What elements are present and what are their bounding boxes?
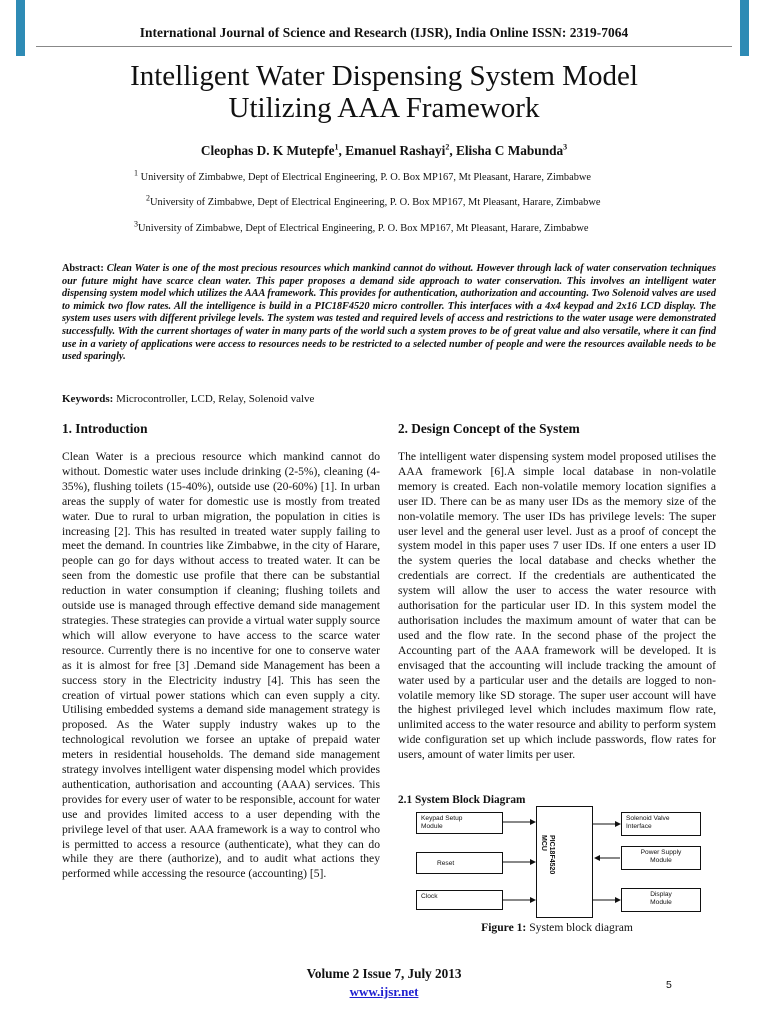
keypad-setup-module-box: Keypad Setup Module (416, 812, 503, 834)
author-affil-sup: 2 (445, 142, 450, 152)
author-name: Emanuel Rashayi (345, 143, 446, 158)
keywords-text: Microcontroller, LCD, Relay, Solenoid valve (116, 393, 315, 405)
figure-label: Figure 1: (481, 921, 527, 934)
section-heading-design-concept: 2. Design Concept of the System (398, 421, 580, 436)
affiliation-text: University of Zimbabwe, Dept of Electrical Engineering, P. O. Box MP167, Mt Pleasant, Harare, Zimbabwe (138, 223, 589, 234)
keywords (62, 393, 314, 405)
paper-title (40, 60, 728, 124)
author-separator: , (338, 143, 346, 158)
author-name: Cleophas D. K Mutepfe (200, 143, 335, 158)
system-block-diagram (408, 804, 708, 922)
affiliation-1 (134, 168, 592, 183)
abstract (62, 263, 716, 364)
subsection-heading-block-diagram: 2.1 System Block Diagram (398, 794, 526, 806)
affiliation-sup: 3 (134, 219, 138, 229)
reset-box: Reset (416, 852, 503, 874)
author-separator: , (449, 143, 456, 158)
solenoid-valve-interface-box: Solenoid Valve Interface (621, 812, 701, 836)
affiliation-sup: 1 (134, 168, 138, 178)
design-concept-body: The intelligent water dispensing system model proposed utilises the AAA framework [6].A simple local database in non-volatile memory is created. Each non-volatile memory location signifies a user ID. There can be as many user IDs as the memory size of the non-volatile memory. The user IDs has privilege levels: The super user level and the general user level. Just as a proof of concept the system model in this paper uses 7 user IDs. If one enters a user ID the system queries the local database and checks whether the credentials are correct. If the credentials are authenticated the system will allow the user to access the water resource with authorisation for the particular user ID. In this system model the authorisation includes the maximum amount of water that can be used and the flow rate. In the second phase of the project the Accounting part of the AAA framework will be developed. It is envisaged that the accounting will include tracking the amount of water used by a particular user and the details are logged to non-volatile memory like SD storage. The super user account will have the highest privileged level which includes maximum flow rate, unlimited access to the water resource and ability to perform system wide configuration set up which include passwords, flow rates for users, amount of water limits per user. (398, 450, 716, 762)
title-line-2: Utilizing AAA Framework (228, 92, 540, 124)
right-margin-bar (740, 0, 749, 56)
affiliation-2 (146, 193, 601, 208)
clock-box: Clock (416, 890, 503, 910)
affiliation-text: University of Zimbabwe, Dept of Electrical Engineering, P. O. Box MP167, Mt Pleasant, Harare, Zimbabwe (150, 197, 601, 208)
author-name: Elisha C Mabunda (455, 143, 564, 158)
author-list (40, 143, 728, 159)
mcu-label: PIC18F4520 MCU (540, 835, 555, 875)
author-affil-sup: 3 (563, 142, 568, 152)
abstract-label: Abstract: (62, 263, 104, 274)
affiliation-sup: 2 (146, 193, 150, 203)
header-divider (36, 46, 732, 47)
affiliation-text: University of Zimbabwe, Dept of Electrical Engineering, P. O. Box MP167, Mt Pleasant, Harare, Zimbabwe (138, 172, 592, 183)
keywords-label: Keywords: (62, 393, 114, 405)
section-heading-introduction: 1. Introduction (62, 421, 148, 436)
left-margin-bar (16, 0, 25, 56)
footer-url-link[interactable]: www.ijsr.net (349, 984, 419, 999)
author-affil-sup: 1 (334, 142, 339, 152)
affiliation-3 (134, 219, 589, 234)
journal-header: International Journal of Science and Research (IJSR), India Online ISSN: 2319-7064 (139, 25, 629, 40)
mcu-box (536, 806, 593, 918)
page-number: 5 (666, 979, 672, 991)
title-line-1: Intelligent Water Dispensing System Model (130, 60, 638, 92)
display-module-box: Display Module (621, 888, 701, 912)
introduction-body: Clean Water is a precious resource which mankind cannot do without. Domestic water uses include drinking (2-5%), cleaning (4-35%), flushing toilets (15-40%), outside use (20-60%) [1]. In urban areas the supply of water for domestic use is mostly from treated water. Due to rural to urban migration, the population in cities is increasing [2]. This has resulted in treated water supply failing to meet the demand. In countries like Zimbabwe, in the city of Harare, people can go for days without access to treated water. It can be seen from the domestic use profile that there can be substantial reduction in water consumption if cleaning; flushing toilets and outside use is managed through effective demand side management strategies. These strategies can provide a virtual water supply source which will allow everyone to have access to the scarce water resource. Currently there is no incentive for one to conserve water as it is almost for free [3] .Demand side Management has been a success story in the Electricity industry [4]. This has seen the creation of virtual power stations which can even supply a city. Utilising embedded systems a demand side management strategy is proposed. As the Water supply industry wakes up to the technological revolution we forsee an uptake of prepaid water meters in residential households. The demand side management strategy involves intelligent water dispensing model which provides authentication, authorisation and accounting (AAA) services. This provides for every user of water to be responsible, account for water use and provides limited access to a user depending with the privilege level of that user. AAA framework is a way to control who is permitted to access a resource (authenticate), what they can do while they are there (authorize), and to audit what actions they performed while accessing the resource (accounting) [5]. (62, 450, 380, 881)
abstract-text: Clean Water is one of the most precious resources which mankind cannot do without. However through lack of water conservation techniques our future might have scarce clean water. This paper proposes a demand side approach to water conservation. This involves an intelligent water dispensing system model which utilizes the AAA framework. This provides for authentication, authorization and accounting. Two Solenoid valves are used to mimick two flow rates. All the intelligence is build in a PIC18F4520 micro controller. This interfaces with a 4x4 keypad and 2x16 LCD display. The system uses users with different privilege levels. The system was tested and required levels of access and restrictions to the water usage were demonstrated successfully. With the current shortages of water in many parts of the world such a system proves to be of great value and also versatile, where it can find use in a variety of applications were access to resources needs to be restricted to a selected number of people and were the resources available needs to be used sparingly. (62, 263, 716, 363)
figure-caption-text: System block diagram (526, 921, 633, 934)
power-supply-module-box: Power Supply Module (621, 846, 701, 870)
footer-volume: Volume 2 Issue 7, July 2013 (306, 966, 462, 981)
figure-caption (398, 921, 716, 934)
